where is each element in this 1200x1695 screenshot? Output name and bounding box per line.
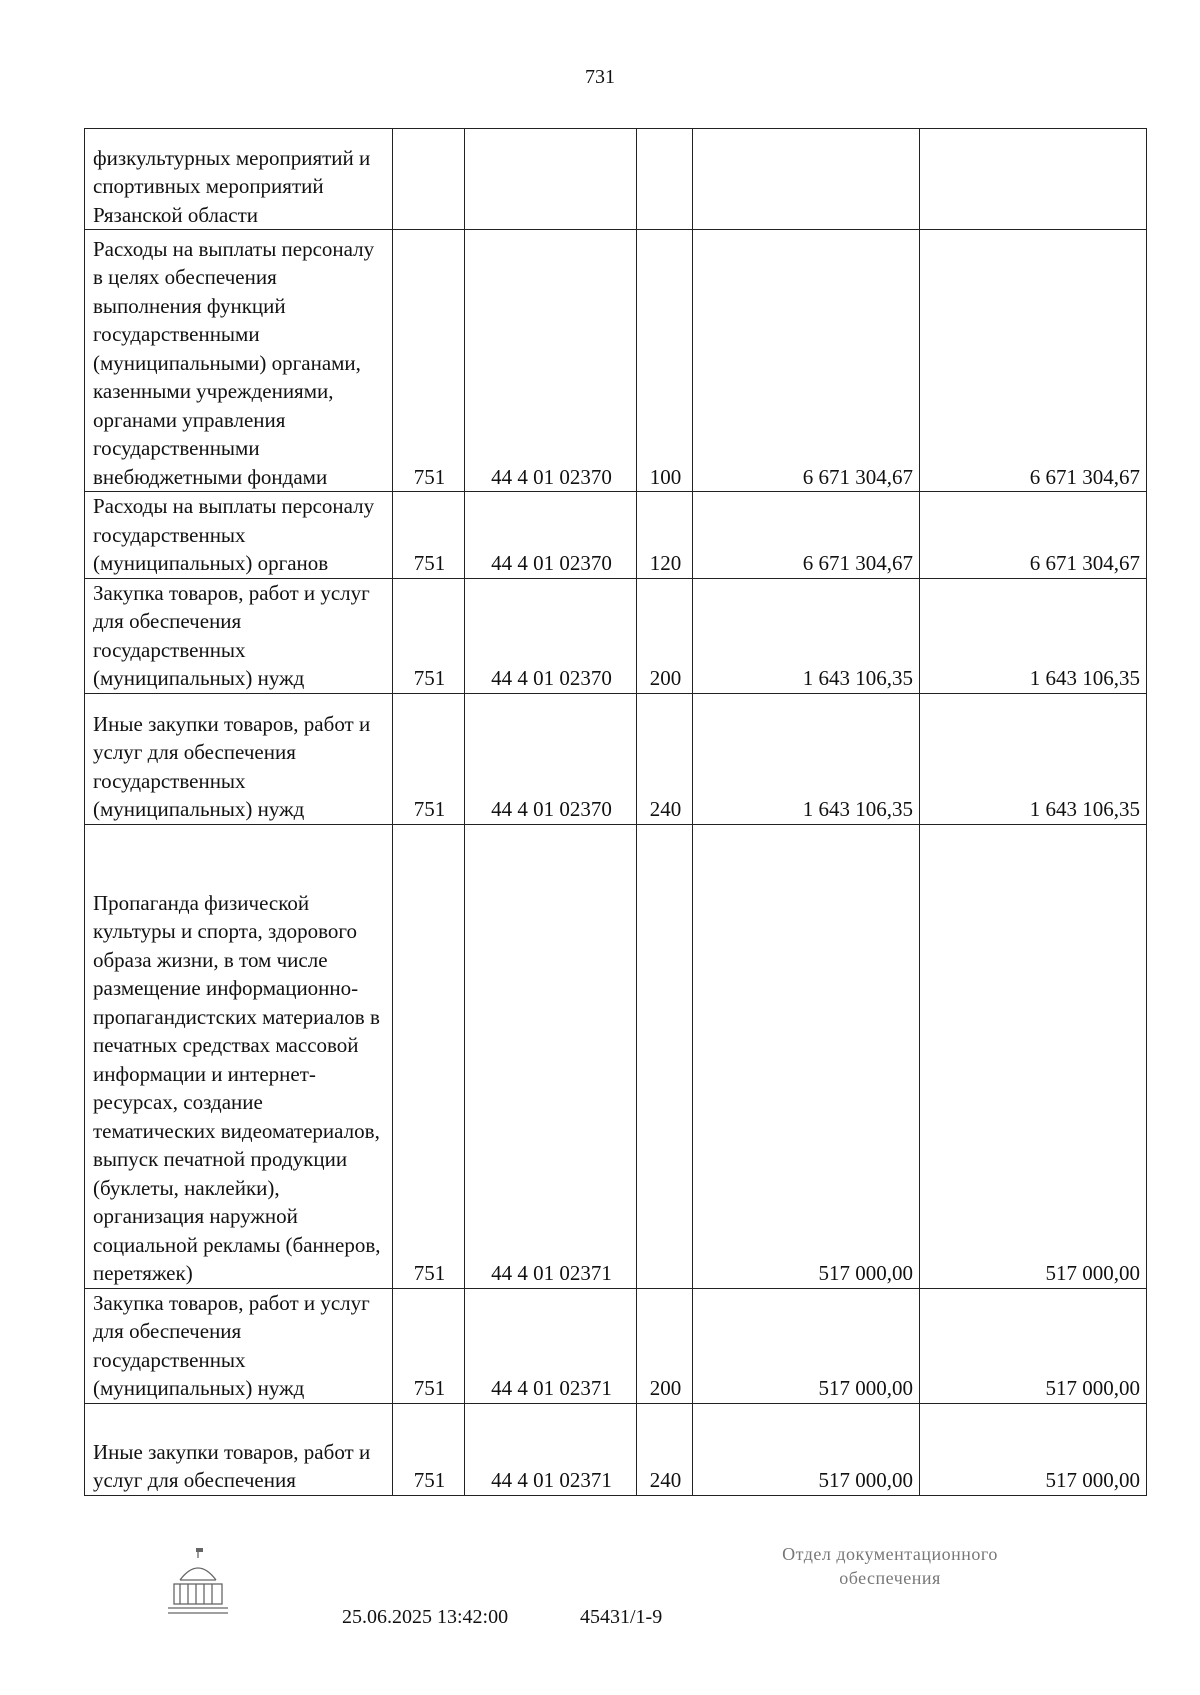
row-name-cell: физкультурных мероприятий и спортивных мероприятий Рязанской области <box>85 129 393 230</box>
table-row <box>85 492 1147 579</box>
target-code-cell: 44 4 01 02370 <box>465 230 637 492</box>
dept-code-cell: 751 <box>393 230 465 492</box>
amount-cell: 517 000,00 <box>920 1403 1147 1495</box>
row-name-cell: Закупка товаров, работ и услуг для обеспечения государственных (муниципальных) нужд <box>85 1288 393 1403</box>
dept-code-cell: 751 <box>393 693 465 824</box>
document-datetime: 25.06.2025 13:42:00 <box>342 1606 509 1628</box>
dept-code-cell <box>393 129 465 230</box>
duma-building-logo-icon <box>166 1546 230 1620</box>
amount-cell: 517 000,00 <box>693 1288 920 1403</box>
expense-type-cell: 240 <box>637 693 693 824</box>
row-name-cell: Иные закупки товаров, работ и услуг для обеспечения государственных (муниципальных) нужд <box>85 693 393 824</box>
amount-cell: 1 643 106,35 <box>920 693 1147 824</box>
target-code-cell: 44 4 01 02371 <box>465 1288 637 1403</box>
amount-cell: 1 643 106,35 <box>693 693 920 824</box>
dept-code-cell: 751 <box>393 824 465 1288</box>
amount-cell: 6 671 304,67 <box>693 230 920 492</box>
table-row <box>85 1288 1147 1403</box>
amount-cell: 1 643 106,35 <box>920 578 1147 693</box>
expense-type-cell: 240 <box>637 1403 693 1495</box>
expense-type-cell: 200 <box>637 578 693 693</box>
dept-code-cell: 751 <box>393 492 465 579</box>
stamp-line: Отдел документационного <box>782 1544 998 1564</box>
target-code-cell: 44 4 01 02371 <box>465 1403 637 1495</box>
amount-cell: 517 000,00 <box>920 1288 1147 1403</box>
row-name-cell: Расходы на выплаты персоналу в целях обеспечения выполнения функций государственными (муниципальными) органами, казенными учреждениями, органами управления государственными внебюджетными фондами <box>85 230 393 492</box>
amount-cell: 6 671 304,67 <box>693 492 920 579</box>
table-row <box>85 824 1147 1288</box>
dept-code-cell: 751 <box>393 578 465 693</box>
amount-cell <box>920 129 1147 230</box>
amount-cell: 1 643 106,35 <box>693 578 920 693</box>
amount-cell: 6 671 304,67 <box>920 492 1147 579</box>
row-name-cell: Расходы на выплаты персоналу государственных (муниципальных) органов <box>85 492 393 579</box>
stamp-line: обеспечения <box>839 1568 941 1588</box>
target-code-cell <box>465 129 637 230</box>
target-code-cell: 44 4 01 02370 <box>465 578 637 693</box>
amount-cell: 517 000,00 <box>693 824 920 1288</box>
table-row <box>85 693 1147 824</box>
budget-table <box>84 128 1147 1496</box>
expense-type-cell <box>637 129 693 230</box>
dept-code-cell: 751 <box>393 1288 465 1403</box>
target-code-cell: 44 4 01 02371 <box>465 824 637 1288</box>
target-code-cell: 44 4 01 02370 <box>465 492 637 579</box>
row-name-cell: Закупка товаров, работ и услуг для обеспечения государственных (муниципальных) нужд <box>85 578 393 693</box>
target-code-cell: 44 4 01 02370 <box>465 693 637 824</box>
table-row <box>85 129 1147 230</box>
table-row <box>85 1403 1147 1495</box>
amount-cell: 517 000,00 <box>693 1403 920 1495</box>
row-name-cell: Иные закупки товаров, работ и услуг для обеспечения <box>85 1403 393 1495</box>
expense-type-cell: 200 <box>637 1288 693 1403</box>
registration-number: 45431/1-9 <box>580 1606 663 1628</box>
amount-cell: 6 671 304,67 <box>920 230 1147 492</box>
table-row <box>85 230 1147 492</box>
table-row <box>85 578 1147 693</box>
expense-type-cell: 100 <box>637 230 693 492</box>
amount-cell: 517 000,00 <box>920 824 1147 1288</box>
department-stamp <box>700 1542 1080 1590</box>
expense-type-cell: 120 <box>637 492 693 579</box>
amount-cell <box>693 129 920 230</box>
expense-type-cell <box>637 824 693 1288</box>
row-name-cell: Пропаганда физической культуры и спорта, здорового образа жизни, в том числе размещение информационно-пропагандистских материалов в печатных средствах массовой информации и интернет-ресурсах, создание тематических видеоматериалов, выпуск печатной продукции (буклеты, наклейки), организация наружной социальной рекламы (баннеров, перетяжек) <box>85 824 393 1288</box>
dept-code-cell: 751 <box>393 1403 465 1495</box>
page-number: 731 <box>585 66 615 88</box>
